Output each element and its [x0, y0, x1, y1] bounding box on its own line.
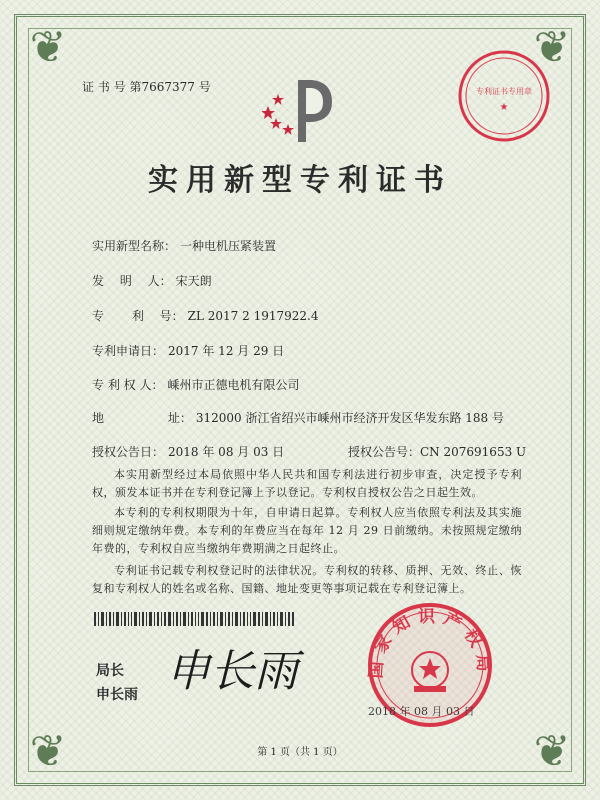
field-value: 2017 年 12 月 29 日 — [168, 344, 285, 358]
director-name: 申长雨 — [96, 687, 138, 703]
seal-date: 2018 年 08 月 03 日 — [368, 705, 475, 718]
corner-ornament-icon: ❦ — [29, 22, 67, 73]
field-label: 发 明 人： — [92, 274, 172, 288]
body-paragraph: 专利证书记载专利权登记时的法律状况。专利权的转移、质押、无效、终止、恢复和专利权人的姓名或名称、国籍、地址变更等事项记载在专利登记簿上。 — [92, 564, 522, 595]
field-application-date — [92, 342, 284, 359]
field-value: ZL 2017 2 1917922.4 — [187, 309, 319, 323]
certificate-title: 实用新型专利证书 — [148, 163, 452, 198]
seal-main-text: 国家知识产权局 — [366, 607, 494, 680]
corner-ornament-icon: ❦ — [533, 22, 571, 73]
grant-announcement-number: 授权公告号：CN 207691653 U — [348, 445, 527, 459]
field-label: 授权公告日： — [92, 445, 165, 459]
corner-ornament-icon: ❦ — [29, 726, 67, 777]
field-label: 专 利 权 人： — [92, 378, 164, 392]
svg-text:★: ★ — [499, 102, 509, 113]
field-value: 宋天朗 — [175, 274, 212, 288]
seal-top-text: 专利证书专用章 — [476, 87, 532, 96]
corner-ornament-icon: ❦ — [533, 726, 571, 777]
body-paragraph: 本专利的专利权期限为十年，自申请日起算。专利权人应当依照专利法及其实施细则规定缴纳年费。本专利的年费应当在每年 12 月 29 日前缴纳。未按照规定缴纳年费的，专利权自应当缴纳年费期满之日起终止。 — [92, 506, 522, 555]
certificate-number: 证 书 号 第7667377 号 — [82, 80, 211, 94]
field-label: 实用新型名称： — [92, 239, 177, 253]
body-paragraph: 本实用新型经过本局依照中华人民共和国专利法进行初步审查，决定授予专利权，颁发本证书并在专利登记簿上予以登记。专利权自授权公告之日起生效。 — [92, 468, 522, 499]
field-label: 专 利 号： — [92, 309, 184, 323]
field-label: 专利申请日： — [92, 344, 165, 358]
field-patent-number — [92, 307, 318, 324]
field-value: 312000 浙江省绍兴市嵊州市经济开发区华发东路 188 号 — [195, 411, 504, 425]
official-seal-top-icon — [456, 48, 552, 144]
cnipa-logo-icon — [262, 74, 342, 146]
field-label: 地 址： — [92, 411, 192, 425]
director-title: 局长 — [96, 663, 124, 679]
signature-text: 申长雨 — [166, 646, 298, 697]
field-value: 2018 年 08 月 03 日 — [168, 445, 285, 459]
field-utility-model-name — [92, 237, 276, 254]
field-address — [92, 409, 504, 426]
director-signature — [160, 640, 320, 700]
field-value: 一种电机压紧装置 — [180, 239, 277, 253]
field-grant-date — [92, 443, 284, 460]
page-number: 第 1 页（共 1 页） — [257, 747, 343, 758]
field-value: 嵊州市正德电机有限公司 — [167, 378, 300, 392]
field-patentee — [92, 376, 299, 393]
field-inventor — [92, 272, 212, 289]
barcode-icon — [94, 612, 294, 626]
